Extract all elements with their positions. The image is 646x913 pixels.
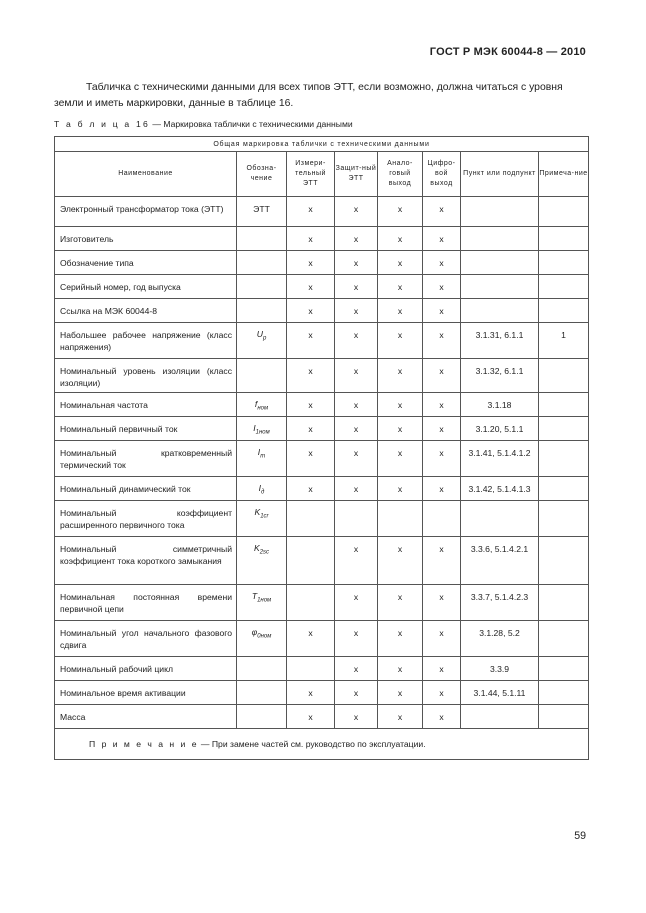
analog-mark: x bbox=[378, 585, 423, 621]
measuring-mark: x bbox=[287, 393, 335, 417]
digital-mark: x bbox=[423, 251, 461, 275]
table-row bbox=[55, 393, 589, 417]
clause-ref: 3.1.42, 5.1.4.1.3 bbox=[461, 477, 539, 501]
row-symbol bbox=[237, 681, 287, 705]
analog-mark: x bbox=[378, 705, 423, 729]
symbol-subscript: р bbox=[262, 335, 267, 342]
table-row bbox=[55, 227, 589, 251]
row-name: Номинальный рабочий цикл bbox=[55, 657, 237, 681]
protective-mark bbox=[335, 501, 378, 537]
table-caption-label: Т а б л и ц а 16 bbox=[54, 119, 150, 129]
row-symbol bbox=[237, 197, 287, 227]
row-symbol bbox=[237, 393, 287, 417]
protective-mark: x bbox=[335, 227, 378, 251]
protective-mark: x bbox=[335, 477, 378, 501]
digital-mark: x bbox=[423, 705, 461, 729]
row-symbol bbox=[237, 275, 287, 299]
row-note bbox=[539, 705, 589, 729]
page-number: 59 bbox=[574, 830, 586, 842]
row-symbol bbox=[237, 657, 287, 681]
digital-mark: x bbox=[423, 657, 461, 681]
symbol-main: f bbox=[254, 399, 258, 409]
row-symbol bbox=[237, 227, 287, 251]
table-row bbox=[55, 681, 589, 705]
protective-mark: x bbox=[335, 657, 378, 681]
clause-ref bbox=[461, 299, 539, 323]
measuring-mark: x bbox=[287, 251, 335, 275]
protective-mark: x bbox=[335, 299, 378, 323]
row-symbol bbox=[237, 299, 287, 323]
symbol-main: I bbox=[253, 423, 256, 433]
analog-mark: x bbox=[378, 299, 423, 323]
protective-mark: x bbox=[335, 251, 378, 275]
symbol-main: U bbox=[256, 329, 263, 339]
row-name: Номинальное время активации bbox=[55, 681, 237, 705]
symbol-main: I bbox=[257, 447, 261, 457]
protective-mark: x bbox=[335, 323, 378, 359]
clause-ref bbox=[461, 275, 539, 299]
row-name: Номинальный кратковременный термический ток bbox=[55, 441, 237, 477]
column-name-header: Наименование bbox=[55, 152, 237, 197]
row-name: Электронный трансформатор тока (ЭТТ) bbox=[55, 197, 237, 227]
measuring-mark bbox=[287, 501, 335, 537]
measuring-mark bbox=[287, 585, 335, 621]
symbol-subscript: ном bbox=[257, 405, 269, 412]
table-caption-title: — Маркировка таблички с техническими данными bbox=[149, 119, 353, 129]
measuring-mark: x bbox=[287, 227, 335, 251]
row-symbol bbox=[237, 501, 287, 537]
clause-ref: 3.1.18 bbox=[461, 393, 539, 417]
digital-mark: x bbox=[423, 323, 461, 359]
protective-mark: x bbox=[335, 681, 378, 705]
row-note bbox=[539, 299, 589, 323]
digital-mark: x bbox=[423, 299, 461, 323]
row-name: Номинальный коэффициент расширенного первичного тока bbox=[55, 501, 237, 537]
protective-mark: x bbox=[335, 393, 378, 417]
clause-ref: 3.3.6, 5.1.4.2.1 bbox=[461, 537, 539, 585]
digital-mark: x bbox=[423, 359, 461, 393]
digital-mark: x bbox=[423, 227, 461, 251]
protective-mark: x bbox=[335, 441, 378, 477]
clause-ref: 3.1.32, 6.1.1 bbox=[461, 359, 539, 393]
row-note bbox=[539, 537, 589, 585]
digital-mark: x bbox=[423, 681, 461, 705]
row-note bbox=[539, 441, 589, 477]
protective-mark: x bbox=[335, 359, 378, 393]
analog-mark: x bbox=[378, 275, 423, 299]
clause-ref: 3.1.31, 6.1.1 bbox=[461, 323, 539, 359]
protective-mark: x bbox=[335, 417, 378, 441]
symbol-main: T bbox=[251, 591, 258, 601]
analog-mark: x bbox=[378, 537, 423, 585]
row-symbol bbox=[237, 251, 287, 275]
symbol-main: ЭТТ bbox=[253, 204, 270, 214]
row-name: Серийный номер, год выпуска bbox=[55, 275, 237, 299]
measuring-mark: x bbox=[287, 275, 335, 299]
intro-paragraph: Табличка с техническими данными для всех типов ЭТТ, если возможно, должна читаться с уровня земли и иметь маркировки, данные в таблице 16. bbox=[54, 82, 563, 109]
row-symbol bbox=[237, 441, 287, 477]
digital-mark: x bbox=[423, 585, 461, 621]
row-note bbox=[539, 657, 589, 681]
clause-ref: 3.1.28, 5.2 bbox=[461, 621, 539, 657]
table-row bbox=[55, 501, 589, 537]
analog-mark: x bbox=[378, 657, 423, 681]
clause-ref bbox=[461, 197, 539, 227]
table-row bbox=[55, 323, 589, 359]
table-row bbox=[55, 299, 589, 323]
row-note bbox=[539, 227, 589, 251]
digital-mark: x bbox=[423, 197, 461, 227]
table-row bbox=[55, 585, 589, 621]
row-symbol bbox=[237, 705, 287, 729]
analog-mark: x bbox=[378, 393, 423, 417]
document-standard-header: ГОСТ Р МЭК 60044-8 — 2010 bbox=[429, 46, 586, 58]
digital-mark: x bbox=[423, 393, 461, 417]
measuring-mark: x bbox=[287, 417, 335, 441]
analog-mark: x bbox=[378, 477, 423, 501]
digital-mark: x bbox=[423, 417, 461, 441]
measuring-mark: x bbox=[287, 359, 335, 393]
row-name: Номинальный угол начального фазового сдвига bbox=[55, 621, 237, 657]
column-digital-header: Цифро-вой выход bbox=[423, 152, 461, 197]
row-name: Изготовитель bbox=[55, 227, 237, 251]
symbol-subscript: 1сr bbox=[260, 513, 269, 520]
clause-ref: 3.3.7, 5.1.4.2.3 bbox=[461, 585, 539, 621]
measuring-mark: x bbox=[287, 681, 335, 705]
column-analog-header: Анало-говый выход bbox=[378, 152, 423, 197]
protective-mark: x bbox=[335, 585, 378, 621]
row-name: Номинальная частота bbox=[55, 393, 237, 417]
measuring-mark: x bbox=[287, 477, 335, 501]
row-symbol bbox=[237, 323, 287, 359]
analog-mark: x bbox=[378, 441, 423, 477]
digital-mark: x bbox=[423, 441, 461, 477]
row-name: Номинальный динамический ток bbox=[55, 477, 237, 501]
measuring-mark bbox=[287, 537, 335, 585]
table-row bbox=[55, 657, 589, 681]
symbol-subscript: 1ном bbox=[255, 429, 270, 436]
analog-mark: x bbox=[378, 251, 423, 275]
row-note bbox=[539, 393, 589, 417]
row-name: Номинальный первичный ток bbox=[55, 417, 237, 441]
table-row bbox=[55, 621, 589, 657]
table-row bbox=[55, 705, 589, 729]
table-row bbox=[55, 477, 589, 501]
row-note bbox=[539, 477, 589, 501]
row-name: Ссылка на МЭК 60044-8 bbox=[55, 299, 237, 323]
analog-mark: x bbox=[378, 197, 423, 227]
column-clause-header: Пункт или подпункт bbox=[461, 152, 539, 197]
measuring-mark: x bbox=[287, 705, 335, 729]
measuring-mark: x bbox=[287, 197, 335, 227]
column-measuring-header: Измери-тельный ЭТТ bbox=[287, 152, 335, 197]
analog-mark: x bbox=[378, 681, 423, 705]
table-row bbox=[55, 251, 589, 275]
analog-mark: x bbox=[378, 417, 423, 441]
table-row bbox=[55, 197, 589, 227]
row-name: Номинальная постоянная времени первичной цепи bbox=[55, 585, 237, 621]
marking-table bbox=[54, 136, 589, 760]
analog-mark: x bbox=[378, 621, 423, 657]
table-footnote bbox=[55, 729, 589, 760]
measuring-mark: x bbox=[287, 621, 335, 657]
column-symbol-header: Обозна-чение bbox=[237, 152, 287, 197]
clause-ref: 3.1.20, 5.1.1 bbox=[461, 417, 539, 441]
row-name: Номинальный уровень изоляции (класс изоляции) bbox=[55, 359, 237, 393]
protective-mark: x bbox=[335, 621, 378, 657]
analog-mark: x bbox=[378, 227, 423, 251]
protective-mark: x bbox=[335, 197, 378, 227]
table-row bbox=[55, 275, 589, 299]
table-row bbox=[55, 417, 589, 441]
symbol-subscript: т bbox=[260, 453, 266, 460]
row-name: Набольшее рабочее напряжение (класс напряжения) bbox=[55, 323, 237, 359]
clause-ref: 3.1.41, 5.1.4.1.2 bbox=[461, 441, 539, 477]
row-symbol bbox=[237, 585, 287, 621]
symbol-subscript: 2sc bbox=[259, 549, 270, 556]
measuring-mark: x bbox=[287, 441, 335, 477]
table-row bbox=[55, 359, 589, 393]
clause-ref: 3.3.9 bbox=[461, 657, 539, 681]
row-note bbox=[539, 681, 589, 705]
symbol-subscript: д bbox=[261, 489, 265, 496]
row-name: Обозначение типа bbox=[55, 251, 237, 275]
symbol-main: K bbox=[254, 507, 261, 517]
symbol-main: I bbox=[258, 483, 262, 493]
column-protective-header: Защит-ный ЭТТ bbox=[335, 152, 378, 197]
row-note bbox=[539, 501, 589, 537]
symbol-main: K bbox=[253, 543, 260, 553]
row-note bbox=[539, 621, 589, 657]
row-name: Номинальный симметричный коэффициент тока короткого замыкания bbox=[55, 537, 237, 585]
digital-mark bbox=[423, 501, 461, 537]
digital-mark: x bbox=[423, 537, 461, 585]
measuring-mark bbox=[287, 657, 335, 681]
row-note bbox=[539, 585, 589, 621]
symbol-main: φ bbox=[251, 627, 258, 637]
table-group-header: Общая маркировка таблички с техническими данными bbox=[55, 137, 589, 152]
analog-mark: x bbox=[378, 323, 423, 359]
row-note: 1 bbox=[539, 323, 589, 359]
table-row bbox=[55, 441, 589, 477]
row-name: Масса bbox=[55, 705, 237, 729]
protective-mark: x bbox=[335, 275, 378, 299]
footnote-label: П р и м е ч а н и е bbox=[89, 739, 199, 749]
row-symbol bbox=[237, 417, 287, 441]
column-note-header: Примеча-ние bbox=[539, 152, 589, 197]
protective-mark: x bbox=[335, 705, 378, 729]
clause-ref bbox=[461, 251, 539, 275]
clause-ref bbox=[461, 705, 539, 729]
digital-mark: x bbox=[423, 477, 461, 501]
row-note bbox=[539, 417, 589, 441]
analog-mark: x bbox=[378, 359, 423, 393]
table-caption bbox=[54, 119, 353, 129]
footnote-text: — При замене частей см. руководство по эксплуатации. bbox=[198, 739, 426, 749]
table-row bbox=[55, 537, 589, 585]
symbol-subscript: 0ном bbox=[257, 633, 272, 640]
analog-mark bbox=[378, 501, 423, 537]
row-symbol bbox=[237, 359, 287, 393]
protective-mark: x bbox=[335, 537, 378, 585]
row-note bbox=[539, 275, 589, 299]
clause-ref: 3.1.44, 5.1.11 bbox=[461, 681, 539, 705]
clause-ref bbox=[461, 501, 539, 537]
measuring-mark: x bbox=[287, 299, 335, 323]
row-note bbox=[539, 251, 589, 275]
row-symbol bbox=[237, 621, 287, 657]
digital-mark: x bbox=[423, 275, 461, 299]
measuring-mark: x bbox=[287, 323, 335, 359]
row-note bbox=[539, 197, 589, 227]
row-symbol bbox=[237, 477, 287, 501]
clause-ref bbox=[461, 227, 539, 251]
row-note bbox=[539, 359, 589, 393]
row-symbol bbox=[237, 537, 287, 585]
digital-mark: x bbox=[423, 621, 461, 657]
symbol-subscript: 1ном bbox=[257, 597, 272, 604]
